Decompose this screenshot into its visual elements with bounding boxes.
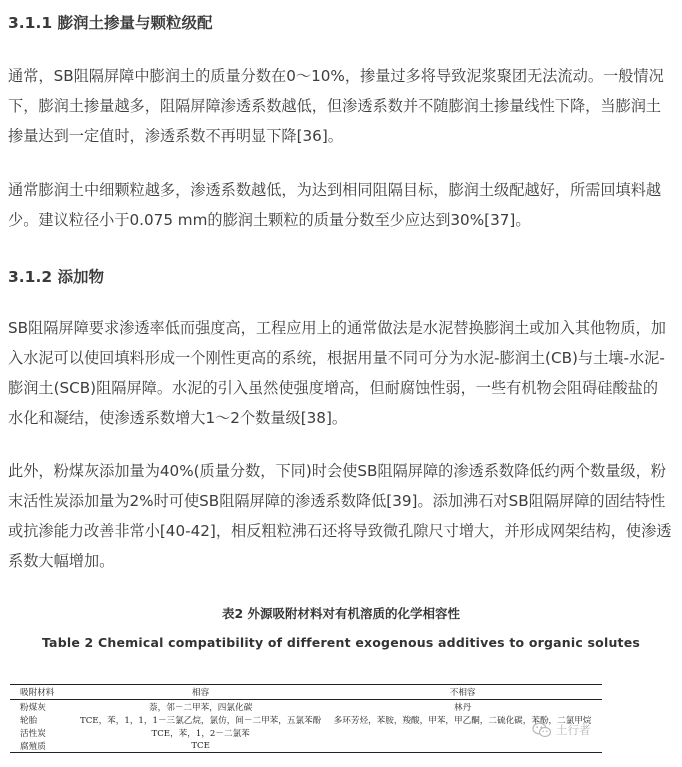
section-heading-additives: 3.1.2 添加物	[8, 268, 105, 286]
table-header-cell: 相容	[78, 685, 323, 700]
watermark	[532, 722, 591, 738]
paragraph-flyash-zeolite: 此外，粉煤灰添加量为40%(质量分数，下同)时会使SB阻隔屏障的渗透系数降低约两个数量级，粉末活性炭添加量为2%时可使SB阻隔屏障的渗透系数降低[39]。添加沸石对SB阻隔屏障的固结特性或抗渗能力改善非常小[40-42]，相反粗粒沸石还将导致微孔隙尺寸增大，并形成网架结构，使渗透系数大幅增加。	[8, 462, 672, 570]
table-cell: 粉煤灰	[20, 702, 46, 713]
table-cell	[323, 739, 602, 753]
table-header-row	[10, 685, 602, 700]
table-row	[10, 739, 602, 753]
table-cell: TCE	[78, 739, 323, 753]
table-row	[10, 713, 602, 726]
compatibility-table	[10, 684, 602, 753]
table-row	[10, 700, 602, 714]
paragraph-bentonite-dosage: 通常，SB阻隔屏障中膨润土的质量分数在0～10%，掺量过多将导致泥浆聚团无法流动。一般情况下，膨润土掺量越多，阻隔屏障渗透系数越低，但渗透系数并不随膨润土掺量线性下降，当膨润土掺量达到一定值时，渗透系数不再明显下降[36]。	[8, 67, 664, 145]
paragraph-cement-additive: SB阻隔屏障要求渗透率低而强度高，工程应用上的通常做法是水泥替换膨润土或加入其他物质，加入水泥可以使回填料形成一个刚性更高的系统，根据用量不同可分为水泥-膨润土(CB)与土壤-水泥-膨润土(SCB)阻隔屏障。水泥的引入虽然使强度增高，但耐腐蚀性弱，一些有机物会阻碍硅酸盐的水化和凝结，使渗透系数增大1～2个数量级[38]。	[8, 319, 666, 427]
watermark-text: 土行者	[556, 723, 591, 737]
table-cell: 腐殖质	[10, 739, 78, 753]
table-caption-english: Table 2 Chemical compatibility of different exogenous additives to organic solutes	[41, 635, 641, 650]
section-heading-bentonite: 3.1.1 膨润土掺量与颗粒级配	[8, 14, 213, 32]
table-cell: 活性炭	[20, 728, 46, 739]
wechat-icon	[532, 722, 552, 738]
table-cell: 萘，邻－二甲苯，四氯化碳	[149, 702, 253, 713]
table-cell: 轮胎	[20, 715, 38, 726]
paragraph-bentonite-gradation: 通常膨润土中细颗粒越多，渗透系数越低，为达到相同阻隔目标，膨润土级配越好，所需回填料越少。建议粒径小于0.075 mm的膨润土颗粒的质量分数至少应达到30%[37]。	[8, 181, 662, 229]
table-header-cell: 不相容	[323, 685, 602, 700]
table-cell: 林丹	[454, 702, 472, 713]
table-cell: TCE，苯，1，1，1－三氯乙烷，氯仿，间－二甲苯，五氯苯酚	[80, 715, 322, 726]
table-header-cell: 吸附材料	[10, 685, 78, 700]
table-cell: TCE，苯，1，2－二氯苯	[151, 728, 250, 739]
table-cell: 多环芳烃，苯胺，羧酸，甲苯，甲乙酮，二硫化碳，苯酚，二氯甲烷	[333, 715, 592, 726]
table-row	[10, 726, 602, 739]
table-caption-chinese: 表2 外源吸附材料对有机溶质的化学相容性	[221, 606, 461, 621]
